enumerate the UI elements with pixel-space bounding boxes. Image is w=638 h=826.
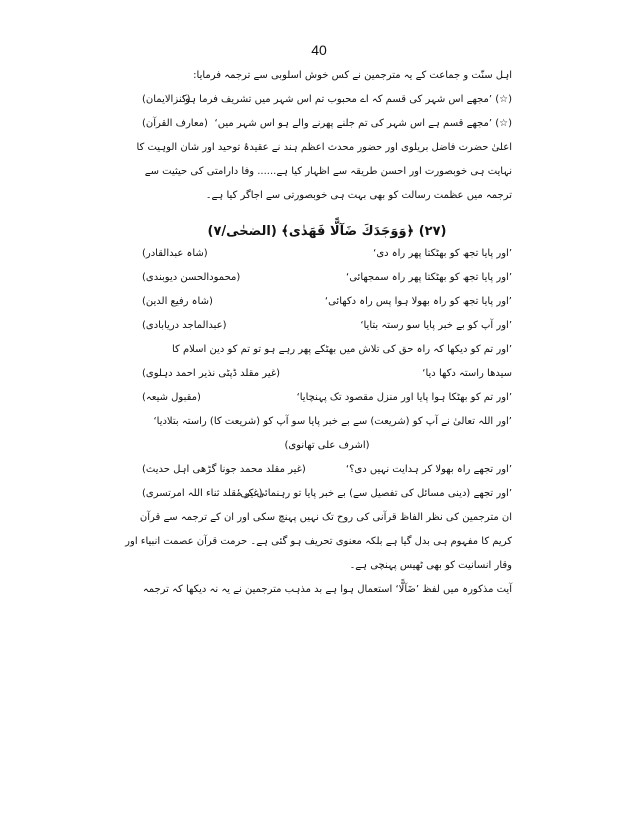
translation-line: [142, 464, 512, 488]
text: نہایت ہی خوبصورت اور احسن طریقہ سے اظہار کیا ہے...... وفا دارامتی کی حیثیت سے: [144, 166, 512, 177]
paragraph-line: [142, 584, 512, 608]
text: ان مترجمین کی نظر الفاظ قرآنی کی روح تک نہیں پہنچ سکی اور ان کے ترجمہ سے قرآن: [139, 512, 512, 523]
reference: (غیر مقلد محمد جونا گڑھی اہل حدیث): [142, 464, 306, 475]
text: ’اور تم کو دیکھا کہ راہ حق کی تلاش میں بھٹکے پھر رہے ہو تو تم کو دین اسلام کا: [172, 344, 512, 355]
reference: (محمودالحسن دیوبندی): [142, 272, 241, 283]
reference: (شاہ عبدالقادر): [142, 248, 208, 259]
translation-line: [142, 320, 512, 344]
reference: (شاہ رفیع الدین): [142, 296, 213, 307]
text: ’اور تجھے (دینی مسائل کی تفصیل سے) بے خبر پایا تو رہنمائی کی‘: [237, 488, 512, 499]
text: ’اور پایا تجھ کو راہ بھولا ہوا پس راہ دکھائی‘: [324, 296, 512, 307]
intro-line: [142, 70, 512, 94]
paragraph-line: [142, 166, 512, 190]
text: ترجمہ میں عظمت رسالت کو بھی بہت ہی خوبصورتی سے اجاگر کیا ہے۔: [205, 190, 512, 201]
translation-line: [142, 416, 512, 440]
reference: (غیر مقلد ڈپٹی نذیر احمد دہلوی): [142, 368, 280, 379]
translation-line: [142, 392, 512, 416]
text: (☆) ’مجھے اس شہر کی قسم کہ اے محبوب تم اس شہر میں تشریف فرما ہو‘: [181, 94, 512, 105]
text: سیدھا راستہ دکھا دیا‘: [422, 368, 512, 379]
translation-reference: [142, 440, 512, 464]
translation-line: [142, 296, 512, 320]
paragraph-line: [125, 536, 512, 560]
paragraph-line: [136, 142, 512, 166]
text: ’اور تم کو بھٹکا ہوا پایا اور منزل مقصود تک پہنچایا‘: [296, 392, 512, 403]
paragraph-line: [142, 560, 512, 584]
text: (۲۷) ﴿وَوَجَدَكَ ضَآلًّا فَهَدٰى﴾ (الضحٰی/۷): [207, 224, 447, 239]
translation-line: [142, 94, 512, 118]
translation-line: [142, 344, 512, 368]
reference: (عبدالماجد دریابادی): [142, 320, 227, 331]
reference: (مقبول شیعہ): [142, 392, 201, 403]
text: اعلیٰ حضرت فاضل بریلوی اور حضور محدث اعظم ہند نے عقیدۂ توحید اور شان الوہیت کا: [136, 142, 512, 153]
paragraph-line: [139, 512, 512, 536]
ayah-heading: [142, 224, 512, 248]
text: ’اور پایا تجھ کو بھٹکتا پھر راہ دی‘: [373, 248, 512, 259]
text: ’اور آپ کو بے خبر پایا سو رستہ بتایا‘: [360, 320, 512, 331]
translation-line: [142, 272, 512, 296]
text: آیت مذکورہ میں لفظ ’ضَآلًّا‘ استعمال ہوا ہے بد مذہب مترجمین نے یہ نہ دیکھا کہ ترجمہ: [142, 584, 512, 595]
text: (☆) ’مجھے قسم ہے اس شہر کی تم جلنے پھرنے والے ہو اس شہر میں‘: [214, 118, 512, 129]
translation-line: [142, 118, 512, 142]
reference: (معارف القرآن): [142, 118, 208, 129]
text: ’اور پایا تجھ کو بھٹکتا پھر راہ سمجھائی‘: [346, 272, 512, 283]
page-body: [125, 70, 512, 608]
reference: (کنزالایمان): [142, 94, 191, 105]
text: وقار انسانیت کو بھی ٹھیس پہنچی ہے۔: [349, 560, 512, 571]
text: (اشرف علی تھانوی): [284, 440, 370, 451]
paragraph-line: [142, 190, 512, 214]
page-number: 40: [311, 42, 327, 58]
translation-line: [142, 248, 512, 272]
text: ’اور تجھے راہ بھولا کر ہدایت نہیں دی؟‘: [345, 464, 512, 475]
text: اہل سنّت و جماعت کے یہ مترجمین نے کس خوش اسلوبی سے ترجمہ فرمایا:: [193, 70, 512, 81]
reference: (غیر مقلد ثناء اللہ امرتسری): [142, 488, 263, 499]
translation-line: [142, 488, 512, 512]
text: کریم کا مفہوم ہی بدل گیا ہے بلکہ معنوی تحریف ہو گئی ہے۔ حرمت قرآن عصمت انبیاء اور: [125, 536, 512, 547]
text: ’اور اللہ تعالیٰ نے آپ کو (شریعت) سے بے خبر پایا سو آپ کو (شریعت کا) راستہ بتلادیا‘: [153, 416, 512, 427]
translation-line: [142, 368, 512, 392]
